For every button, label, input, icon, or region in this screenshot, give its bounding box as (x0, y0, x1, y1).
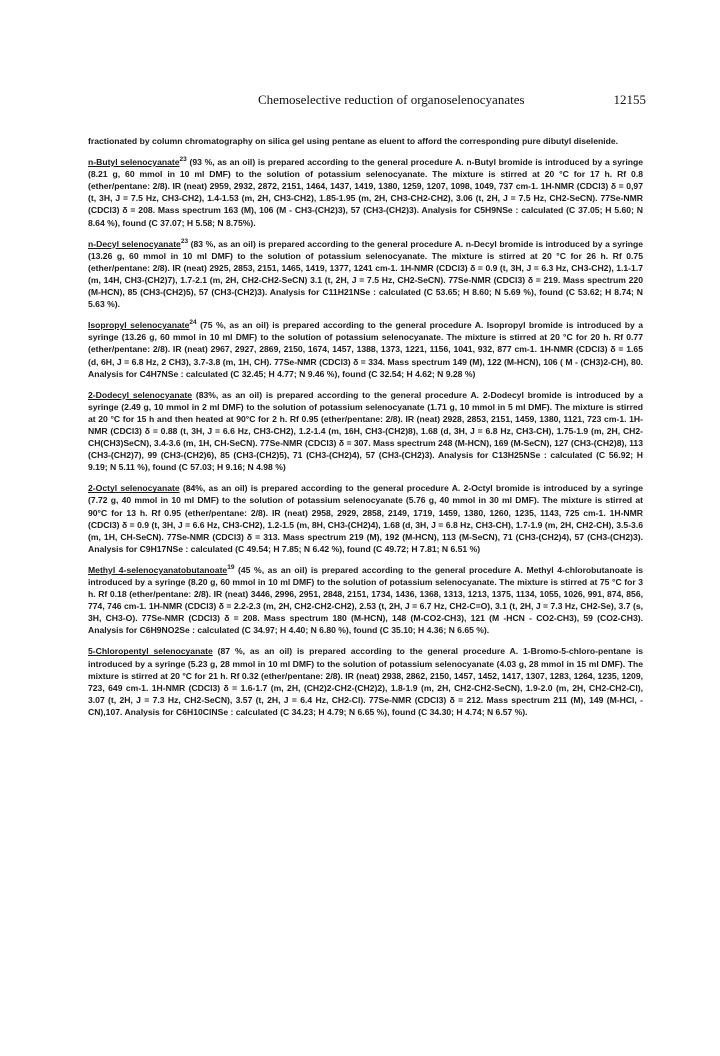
paragraph-text: fractionated by column chromatography on silica gel using pentane as eluent to afford the corresponding pure dibutyl diselenide. (88, 136, 619, 146)
page-header (88, 92, 646, 110)
paragraph-n-butyl (88, 156, 643, 229)
body-text (88, 135, 643, 727)
paragraph-text: (75 %, as an oil) is prepared according to the general procedure A. Isopropyl bromide is introduced by a syringe (13.26 g, 60 mmol in 10 ml DMF) to the solution of potassium selenocyanate. The mixture is stirred at 20 °C for 20 h. Rf 0.77 (ether/pentane: 2/8). IR (neat) 2967, 2927, 2869, 2150, 1674, 1457, 1388, 1373, 1221, 1156, 1041, 932, 877 cm-1. 1H-NMR (CDCl3) δ = 1.65 (d, 6H, J = 6.8 Hz, 2 CH3), 3.7-3.8 (m, 1H, CH). 77Se-NMR (CDCl3) δ = 334. Mass spectrum 149 (M), 122 (M-HCN), 106 ( M - (CH3)2-CH), 80. Analysis for C4H7NSe : calculated (C 32.45; H 4.77; N 9.46 %), found (C 32.54; H 4.62; N 9.28 %) (88, 320, 644, 379)
paragraph-intro (88, 135, 643, 147)
paragraph-n-decyl (88, 238, 643, 311)
reference-number: 24 (189, 319, 197, 327)
paragraph-text: (45 %, as an oil) is prepared according to the general procedure A. Methyl 4-chlorobutanoate is introduced by a syringe (8.20 g, 60 mmol in 10 ml DMF) to the solution of potassium selenocyanate. The mixture is stirred at 75 °C for 3 h. Rf 0.18 (ether/pentane: 2/8). IR (neat) 3446, 2996, 2951, 2848, 2151, 1734, 1436, 1368, 1313, 1213, 1375, 1134, 1055, 1026, 991, 874, 856, 774, 746 cm-1. 1H-NMR (CDCl3) δ = 2.2-2.3 (m, 2H, CH2-CH2-CH2), 2.53 (t, 2H, J = 6.7 Hz, CH2-C=O), 3.1 (t, 2H, J = 7.3 Hz, CH2-Se), 3.7 (s, 3H, CH3-O). 77Se-NMR (CDCl3) δ = 208. Mass spectrum 180 (M-HCN), 148 (M-CO2-CH3), 121 (M -HCN - CO2-CH3), 59 (CO2-CH3). Analysis for C6H9NO2Se : calculated (C 34.97; H 4.40; N 6.80 %), found (C 35.10; H 4.36; N 6.65 %). (88, 564, 643, 636)
reference-number: 19 (227, 564, 235, 572)
paragraph-methyl-butanoate (88, 564, 643, 637)
paragraph-2-octyl (88, 482, 643, 555)
compound-name: 2-Octyl selenocyanate (88, 483, 180, 494)
paragraph-isopropyl (88, 319, 643, 379)
compound-name: 2-Dodecyl selenocyanate (88, 389, 193, 400)
compound-name: n-Butyl selenocyanate (88, 157, 180, 168)
compound-name: Methyl 4-selenocyanatobutanoate (88, 564, 228, 575)
compound-name: Isopropyl selenocyanate (88, 320, 190, 331)
paragraph-text: (93 %, as an oil) is prepared according to the general procedure A. n-Butyl bromide is introduced by a syringe (8.21 g, 60 mmol in 10 ml DMF) to the solution of potassium selenocyanate. The mixture is stirred at 20 °C for 17 h. Rf 0.8 (ether/pentane: 2/8). IR (neat) 2959, 2932, 2872, 2151, 1464, 1437, 1419, 1380, 1259, 1207, 1098, 1049, 737 cm-1. 1H-NMR (CDCl3) δ = 0,97 (t, 3H, J = 7.5 Hz, CH3-CH2), 1.4-1.53 (m, 2H, CH3-CH2), 1.85-1.95 (m, 2H, CH3-CH2-CH2), 3.06 (t, 2H, J = 7.5 Hz, CH2-SeCN). 77Se-NMR (CDCl3) δ = 208. Mass spectrum 163 (M), 106 (M - CH3-(CH2)3), 57 (CH3-(CH2)3). Analysis for C5H9NSe : calculated (C 37.05; H 5.60; N 8.64 %), found (C 37.07; H 5.58; N 8.75%). (88, 157, 643, 228)
reference-number: 23 (180, 237, 189, 245)
paragraph-text: (87 %, as an oil) is prepared according to the general procedure A. 1-Bromo-5-chloro-pentane is introduced by a syringe (5.23 g, 28 mmol in 10 ml DMF) to the solution of potassium selenocyanate (4.03 g, 28 mmol in 15 ml DMF). The mixture is stirred at 20 °C for 21 h. Rf 0.32 (ether/pentane: 2/8). IR (neat) 2938, 2862, 2150, 1457, 1452, 1417, 1307, 1283, 1264, 1235, 1209, 723, 649 cm-1. 1H-NMR (CDCl3) δ = 1.6-1.7 (m, 2H, (CH2)2-CH2-(CH2)2), 1.8-1.9 (m, 2H, CH2-CH2-SeCN), 1.9-2.0 (m, 2H, CH2-CH2-Cl), 3.07 (t, 2H, J = 7.3 Hz, CH2-SeCN), 3.57 (t, 2H, J = 6.4 Hz, CH2-Cl). 77Se-NMR (CDCl3) δ = 212. Mass spectrum 211 (M), 149 (M-HCl, -CN),107. Analysis for C6H10ClNSe : calculated (C 34.23; H 4.79; N 6.65 %), found (C 34.30; H 4.74; N 6.57 %). (88, 646, 643, 717)
paragraph-2-dodecyl (88, 389, 643, 474)
paragraph-text: (84%, as an oil) is prepared according to the general procedure A. 2-Octyl bromide is introduced by a syringe (7.72 g, 40 mmol in 10 ml DMF) to the solution of potassium selenocyanate (5.76 g, 40 mmol in 30 ml DMF). The mixture is stirred at 90°C for 13 h. Rf 0.95 (ether/pentane: 2/8). IR (neat) 2958, 2929, 2858, 2149, 1719, 1459, 1380, 1260, 1235, 1143, 725 cm-1. 1H-NMR (CDCl3) δ = 0.9 (t, 3H, J = 6.6 Hz, CH3-CH2), 1.2-1.5 (m, 8H, CH3-(CH2)4), 1.68 (d, 3H, J = 6.8 Hz, CH3-CH), 1.7-1.9 (m, 2H, CH2-CH), 3.5-3.6 (m, 1H, CH-SeCN). 77Se-NMR (CDCl3) δ = 313. Mass spectrum 219 (M), 192 (M-HCN), 113 (M-SeCN), 71 (CH3-(CH2)4), 57 (CH3-(CH2)3). Analysis for C9H17NSe : calculated (C 49.54; H 7.85; N 6.42 %), found (C 49.72; H 7.81; N 6.51 %) (88, 483, 643, 554)
paragraph-text: (83 %, as an oil) is prepared according to the general procedure A. n-Decyl bromide is introduced by a syringe (13.26 g, 60 mmol in 10 ml DMF) to the solution of potassium selenocyanate. The mixture is stirred at 20 °C for 26 h. Rf 0.75 (ether/pentane: 2/8). IR (neat) 2925, 2853, 2151, 1465, 1419, 1377, 1241 cm-1. 1H-NMR (CDCl3) δ = 0.9 (t, 3H, J = 6.3 Hz, CH3-CH2), 1.1-1.7 (m, 14H, CH3-(CH2)7), 1.7-2.1 (m, 2H, CH2-CH2-SeCN) 3.1 (t, 2H, J = 7.5 Hz, CH2-SeCN). 77Se-NMR (CDCl3) δ = 219. Mass spectrum 220 (M-HCN), 85 (CH3-(CH2)5), 57 (CH3-(CH2)3). Analysis for C11H21NSe : calculated (C 53.65; H 8.60; N 5.69 %), found (C 53.62; H 8.74; N 5.63 %). (88, 238, 643, 310)
paragraph-5-chloropentyl (88, 645, 643, 718)
page-number: 12155 (613, 92, 646, 107)
compound-name: n-Decyl selenocyanate (88, 238, 181, 249)
running-title: Chemoselective reduction of organoselenocyanates (258, 92, 525, 107)
reference-number: 23 (179, 156, 187, 164)
paragraph-text: (83%, as an oil) is prepared according to the general procedure A. 2-Dodecyl bromide is introduced by a syringe (2.49 g, 10 mmol in 2 ml DMF) to the solution of potassium selenocyanate (1.71 g, 10 mmol in 5 ml DMF). The mixture is stirred at 20 °C for 15 h and then heated at 90°C for 2 h. Rf 0.95 (ether/pentane: 2/8). IR (neat) 2928, 2853, 2151, 1459, 1380, 1121, 723 cm-1. 1H-NMR (CDCl3) δ = 0.88 (t, 3H, J = 6.6 Hz, CH3-CH2), 1.2-1.4 (m, 16H, CH3-(CH2)8), 1.68 (d, 3H, J = 6.8 Hz, CH3-CH), 1.75-1.9 (m, 2H, CH2-CH(CH3)SeCN), 3.4-3.6 (m, 1H, CH-SeCN). 77Se-NMR (CDCl3) δ = 307. Mass spectrum 248 (M-HCN), 169 (M-SeCN), 127 (CH3-(CH2)8), 113 (CH3-(CH2)7), 99 (CH3-(CH2)6), 85 (CH3-(CH2)5), 71 (CH3-(CH2)4), 57 (CH3-(CH2)3). Analysis for C13H25NSe : calculated (C 56.92; H 9.19; N 5.11 %), found (C 57.03; H 9.16; N 4.98 %) (88, 389, 643, 473)
compound-name: 5-Chloropentyl selenocyanate (88, 646, 213, 657)
